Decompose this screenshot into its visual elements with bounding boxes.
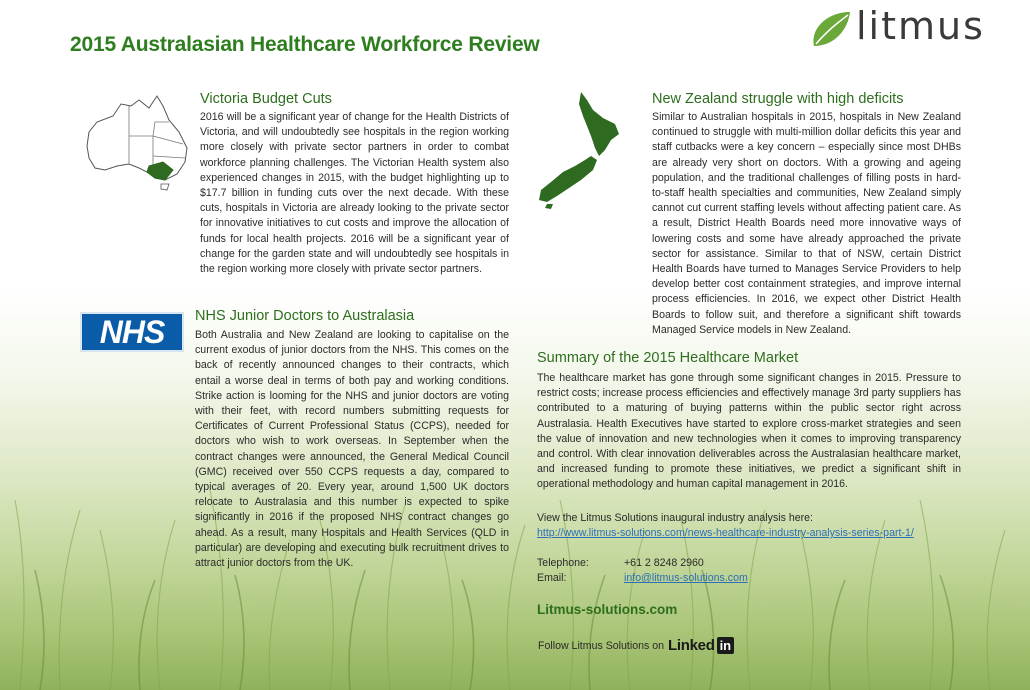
summary-body: The healthcare market has gone through some significant changes in 2015. Pressure to restrict costs; increase process efficiencies and effectively manage 3rd party suppliers has contributed to a maturing of buying patterns within the public sector right across Australasia. Health Executives have started to explore cross-market strategies and seen the value of innovation and new technologies when it comes to improving transparency and control. With clear innovation deliverables across the Australasian healthcare market, and increased funding to promote these initiatives, we predict a significant shift in operational methodology and human capital management in 2016.: [537, 372, 961, 491]
nhs-logo: [80, 312, 184, 352]
page-title: 2015 Australasian Healthcare Workforce Review: [70, 33, 540, 56]
view-analysis-text: View the Litmus Solutions inaugural industry analysis here:: [537, 512, 813, 524]
email-label: Email:: [537, 572, 567, 584]
follow-linkedin[interactable]: [538, 637, 734, 654]
linkedin-word: Linked: [668, 637, 715, 654]
nhs-body: Both Australia and New Zealand are looking to capitalise on the current exodus of junior doctors from the NHS. This comes on the back of recently announced changes to their contracts, which entail a worse deal in terms of both pay and working conditions. Strike action is looming for the NHS and junior doctors are voting with their feet, with record numbers submitting requests for Certificates of Current Professional Status (CCPS), needed for doctors who wish to work overseas. In September when the contract changes were announced, the General Medical Council (GMC) received over 550 CCPS requests a day, compared to typical averages of 20. Every year, around 1,500 UK doctors relocate to Australasia and this number is expected to spike significantly in 2016 if the proposed NHS contract changes go ahead. As a result, many Hospitals and Health Services (QLD in particular) are developing and executing bulk recruitment drives to attract junior doctors from the UK.: [195, 329, 509, 570]
telephone-value: +61 2 8248 2960: [624, 557, 704, 569]
victoria-body: 2016 will be a significant year of change for the Health Districts of Victoria, and will undoubtedly see hospitals in the region working more closely with private sector partners in order to combat workforce planning challenges. The Victorian Health system also experienced changes in 2015, with the budget highlighting up to $17.7 billion in funding cuts over the next decade. With these cuts, hospitals in Victoria are already looking to the private sector for innovative initiatives to cut costs and improve the allocation of funds for local health projects. 2016 will be a significant year of change for the garden state and will undoubtedly see hospitals in the region working more closely with private sector partners.: [200, 111, 509, 276]
logo-text: litmus: [856, 4, 985, 48]
follow-text: Follow Litmus Solutions on: [538, 639, 665, 652]
nhs-heading: NHS Junior Doctors to Australasia: [195, 308, 415, 324]
victoria-heading: Victoria Budget Cuts: [200, 91, 332, 107]
email-link[interactable]: info@litmus-solutions.com: [624, 572, 748, 584]
nhs-logo-text: NHS: [99, 313, 165, 350]
new-zealand-map-icon: [535, 90, 645, 210]
website-link[interactable]: Litmus-solutions.com: [537, 602, 678, 617]
linkedin-icon: in: [717, 637, 735, 654]
summary-heading: Summary of the 2015 Healthcare Market: [537, 350, 799, 366]
nz-heading: New Zealand struggle with high deficits: [652, 91, 904, 107]
telephone-label: Telephone:: [537, 557, 589, 569]
nz-body: Similar to Australian hospitals in 2015, hospitals in New Zealand continued to struggle with multi-million dollar deficits this year and staff cutbacks were a key concern – especially since most DHBs are already very short on doctors. With a growing and ageing population, and the traditional challenges of filling posts in hard-to-staff health specialties and communities, New Zealand simply cannot cut current staffing levels without affecting patient care. As a result, District Health Boards need more innovative ways of lowering costs and some have already approached the private sector for assistance. Similar to that of NSW, certain District Health Boards have turned to Manages Service Providers to help develop better cost containment strategies, and improve internal process efficiencies. In 2016, we expect other District Health Boards to follow suit, and therefore a significant shift towards Managed Service models in New Zealand.: [652, 111, 961, 336]
australia-map-icon: [83, 92, 193, 192]
analysis-link[interactable]: http://www.litmus-solutions.com/news-healthcare-industry-analysis-series-part-1/: [537, 527, 914, 539]
